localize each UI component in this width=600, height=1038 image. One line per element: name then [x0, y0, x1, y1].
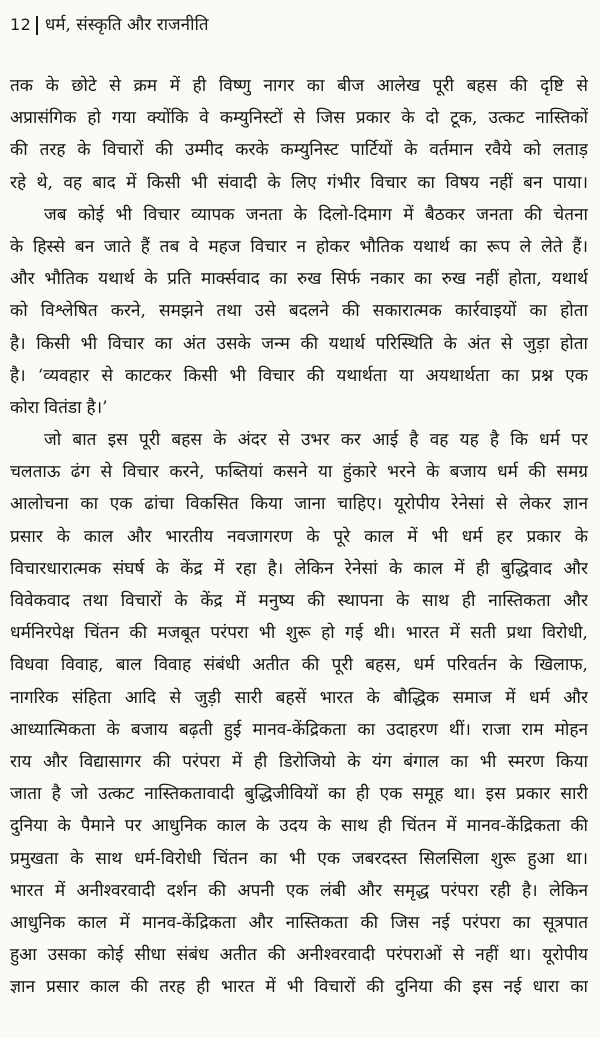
text-line: विधवा विवाह, बाल विवाह संबंधी अतीत की पूरी बहस, धर्म परिवर्तन के खिलाफ, [10, 655, 588, 676]
book-title: धर्म, संस्कृति और राजनीति [44, 15, 209, 35]
text-line: आलोचना का एक ढांचा विकसित किया जाना चाहिए। यूरोपीय रेनेसां से लेकर ज्ञान [10, 494, 588, 515]
paragraph-3 [10, 424, 588, 1003]
text-line: जब कोई भी विचार व्यापक जनता के दिलो-दिमाग में बैठकर जनता की चेतना [44, 204, 588, 225]
text-line: नागरिक संहिता आदि से जुड़ी सारी बहसें भारत के बौद्धिक समाज में धर्म और [10, 687, 588, 708]
header-separator [36, 16, 38, 35]
text-line: आधुनिक काल में मानव-केंद्रिकता और नास्तिकता की जिस नई परंपरा का सूत्रपात [10, 912, 588, 933]
text-line: के हिस्से बन जाते हैं तब वे महज विचार न होकर भौतिक यथार्थ का रूप ले लेते हैं। [10, 236, 588, 257]
text-line: चलताऊ ढंग से विचार करने, फब्तियां कसने या हुंकारे भरने के बजाय धर्म की समग्र [10, 462, 588, 483]
body-text [10, 70, 588, 1003]
text-line: हुआ उसका कोई सीधा संबंध अतीत की अनीश्वरवादी परंपराओं से नहीं था। यूरोपीय [10, 945, 588, 966]
text-line: ज्ञान प्रसार काल की तरह ही भारत में भी विचारों की दुनिया की इस नई धारा का [10, 977, 588, 998]
text-line: की तरह के विचारों की उम्मीद करके कम्युनिस्ट पार्टियों के वर्तमान रवैये को लताड़ [10, 140, 588, 161]
paragraph-2 [10, 199, 588, 424]
text-line: रहे थे, वह बाद में किसी भी संवादी के लिए गंभीर विचार का विषय नहीं बन पाया। [10, 172, 588, 193]
text-line: और भौतिक यथार्थ के प्रति मार्क्सवाद का रुख सिर्फ नकार का रुख नहीं होता, यथार्थ [10, 269, 588, 290]
text-line: अप्रासंगिक हो गया क्योंकि वे कम्युनिस्टों से जिस प्रकार के दो टूक, उत्कट नास्तिकों [10, 108, 588, 129]
text-line: विवेकवाद तथा विचारों के केंद्र में मनुष्य की स्थापना के साथ ही नास्तिकता और [10, 591, 588, 611]
running-head [10, 12, 209, 38]
text-line: प्रसार के काल और भारतीय नवजागरण के पूरे काल में भी धर्म हर प्रकार के [10, 526, 588, 547]
text-line: भारत में अनीश्वरवादी दर्शन की अपनी एक लंबी और समृद्ध परंपरा रही है। लेकिन [10, 880, 588, 901]
text-line: विचारधारात्मक संघर्ष के केंद्र में रहा है। लेकिन रेनेसां के काल में ही बुद्धिवाद और [10, 558, 588, 579]
text-line: आध्यात्मिकता के बजाय बढ़ती हुई मानव-केंद्रिकता का उदाहरण थीं। राजा राम मोहन [10, 719, 588, 740]
page-number: 12 [10, 15, 32, 34]
text-line: दुनिया के पैमाने पर आधुनिक काल के उदय के साथ ही चिंतन में मानव-केंद्रिकता की [10, 816, 588, 837]
text-line: कोरा वितंडा है।’ [10, 397, 108, 418]
text-line: जो बात इस पूरी बहस के अंदर से उभर कर आई है वह यह है कि धर्म पर [44, 430, 588, 451]
text-line: को विश्लेषित करने, समझने तथा उसे बदलने की सकारात्मक कार्रवाइयों का होता [10, 301, 588, 322]
text-line: है। ‘व्यवहार से काटकर किसी भी विचार की यथार्थता या अयथार्थता का प्रश्न एक [10, 365, 588, 386]
text-line: जाता है जो उत्कट नास्तिकतावादी बुद्धिजीवियों का ही एक समूह था। इस प्रकार सारी [10, 784, 588, 805]
text-line: तक के छोटे से क्रम में ही विष्णु नागर का बीज आलेख पूरी बहस की दृष्टि से [10, 76, 588, 96]
paragraph-1 [10, 70, 588, 199]
text-line: प्रमुखता के साथ धर्म-विरोधी चिंतन का भी एक जबरदस्त सिलसिला शुरू हुआ था। [10, 848, 588, 869]
text-line: धर्मनिरपेक्ष चिंतन की मजबूत परंपरा भी शुरू हो गई थी। भारत में सती प्रथा विरोधी, [10, 623, 588, 644]
text-line: है। किसी भी विचार का अंत उसके जन्म की यथार्थ परिस्थिति के अंत से जुड़ा होता [10, 333, 588, 354]
text-line: राय और विद्यासागर की परंपरा में ही डिरोजियो के यंग बंगाल का भी स्मरण किया [10, 751, 588, 772]
